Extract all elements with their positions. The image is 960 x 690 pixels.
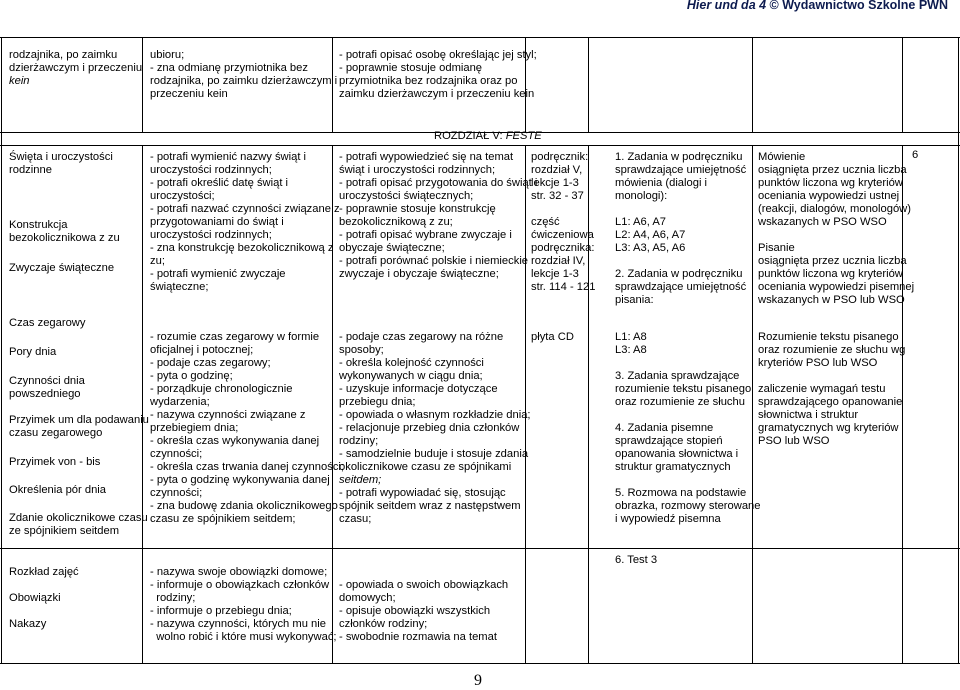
topic-pory [9,346,56,359]
line: rodzajnika, po zaimku dzierżawczym i [150,75,338,87]
line: - porządkuje chronologicznie [150,383,293,395]
line: 3. Zadania sprawdzające [615,370,740,382]
line: L2: A4, A6, A7 [615,229,686,241]
line: - podaje czas zegarowy na różne [339,331,504,343]
line: Konstrukcja [9,219,68,231]
col-rule [1,132,2,663]
row3-skills [339,566,508,644]
line [531,203,595,216]
line: rodzajnika, po zaimku [9,49,118,61]
line: zu; [150,255,165,267]
line [615,255,746,268]
line: bezokolicznikowa z zu [9,232,120,244]
line: kein [9,75,30,87]
row1-knowledge-cell [150,49,337,101]
line: punktów liczona wg kryteriów [758,268,903,280]
section-title [434,130,542,143]
line: rodzinne [9,164,52,176]
line: - informuje o przebiegu dnia; [150,605,292,617]
line [9,579,79,592]
line: czasu ze spójnikiem seitdem; [150,513,296,525]
line: ze spójnikiem seitdem [9,525,120,537]
page-header [687,0,948,12]
line: oraz rozumienie ze słuchu [615,396,745,408]
page-number: 9 [474,672,482,689]
line: sprawdzające umiejętność [615,164,747,176]
line: podręcznika: [531,242,595,254]
line: mówienia (dialogi i [615,177,708,189]
topic-czas [9,317,85,330]
topic-swieta [9,151,113,177]
line [9,605,79,618]
line: oraz rozumienie ze słuchu wg [758,344,906,356]
line: Zwyczaje świąteczne [9,262,115,274]
line: L3: A3, A5, A6 [615,242,686,254]
line [615,474,761,487]
line: rozdział V, [531,164,583,176]
line: - nazywa swoje obowiązki domowe; [150,566,328,578]
line: podręcznik: [531,151,589,163]
line: przebiegiem dnia; [150,422,239,434]
line: Przyimek von - bis [9,456,101,468]
line: okolicznikowe czasu ze spójnikami [339,461,512,473]
line: sposoby; [339,344,384,356]
line: - podaje czas zegarowy; [150,357,271,369]
line: - potrafi wypowiedzieć się na temat [339,151,514,163]
line: osiągnięta przez ucznia liczba [758,164,907,176]
line: - pyta o godzinę wykonywania danej [150,474,330,486]
line: domowych; [339,592,396,604]
line: spójnik seitdem wraz z następstwem [339,500,521,512]
line: 2. Zadania w podręczniku [615,268,743,280]
line: Mówienie [758,151,806,163]
topic-przyimek-um [9,414,149,440]
col-rule [1,37,2,132]
line: bezokolicznikową z zu; [339,216,453,228]
line: seitdem; [339,474,382,486]
line: - samodzielnie buduje i stosuje zdania [339,448,529,460]
line: gramatycznych wg kryteriów [758,422,899,434]
line [615,409,761,422]
line: L1: A6, A7 [615,216,667,228]
line: uroczystości rodzinnych; [150,229,272,241]
line: pisania: [615,294,654,306]
line [615,203,746,216]
line: przeczeniu kein [150,88,228,100]
line: struktur gramatycznych [615,461,731,473]
materials-a [531,151,595,294]
line: dzierżawczym i przeczeniu [9,62,143,74]
line: monologi): [615,190,668,202]
line: - zna budowę zdania okolicznikowego [150,500,338,512]
line: osiągnięta przez ucznia liczba [758,255,907,267]
topic-zdanie [9,512,148,538]
line: czasu zegarowego [9,427,103,439]
assessment-c [615,554,657,567]
line: L1: A8 [615,331,647,343]
col-rule [588,37,589,132]
topic-zwyczaje [9,262,114,275]
line: oceniania wypowiedzi pisemnej [758,281,915,293]
series-title: Hier und da 4 [686,0,767,12]
line: obyczaje świąteczne; [339,242,445,254]
row3-topics [9,566,79,631]
line: - potrafi wymienić nazwy świąt i [150,151,307,163]
line [339,566,508,579]
line [758,370,905,383]
line: świąt i uroczystości rodzinnych; [339,164,496,176]
row1-topic-cell [9,49,142,88]
line: opanowania słownictwa i [615,448,739,460]
line: rodziny; [150,592,196,604]
line: - potrafi wypowiadać się, stosując [339,487,506,499]
line: czasu; [339,513,372,525]
line: - opowiada o własnym rozkładzie dnia; [339,409,531,421]
line: - określa czas wykonywania danej [150,435,320,447]
line: - poprawnie stosuje odmianę [339,62,483,74]
line: - potrafi opisać osobę określając jej styl; [339,49,537,61]
line: kryteriów PSO lub WSO [758,357,878,369]
line: Czynności dnia [9,375,85,387]
line: rozdział IV, [531,255,586,267]
line: - potrafi nazwać czynności związane z [150,203,340,215]
line: (reakcji, dialogów, monologów) [758,203,911,215]
col-rule [958,37,959,132]
table-border-bottom [0,663,960,664]
line: str. 114 - 121 [531,281,596,293]
row3-knowledge [150,566,337,644]
line: przymiotnika bez rodzajnika oraz po [339,75,518,87]
line: - potrafi określić datę świąt i [150,177,289,189]
line: i wypowiedź pisemna [615,513,721,525]
criteria-a [758,151,914,307]
hours-count: 6 [912,149,919,161]
col-rule [902,37,903,132]
line: Nakazy [9,618,47,630]
line: Czas zegarowy [9,317,86,329]
section-label: ROZDZIAŁ V: [434,130,506,142]
table-border-row2-bottom [0,548,960,549]
line: oceniania wypowiedzi ustnej [758,190,900,202]
line: sprawdzające umiejętność [615,281,747,293]
line: - opowiada o swoich obowiązkach [339,579,509,591]
line: rozumienie tekstu pisanego [615,383,752,395]
line: sprawdzającego opanowanie [758,396,903,408]
line: część [531,216,560,228]
criteria-b [758,331,905,448]
line: - poprawnie stosuje konstrukcję [339,203,496,215]
col-rule [958,132,959,663]
line: wydarzenia; [150,396,210,408]
line: - pyta o godzinę; [150,370,233,382]
col-rule [142,145,143,663]
skills-a [339,151,537,281]
topic-konstrukcja [9,219,120,245]
col-rule [142,37,143,132]
line: - potrafi opisać wybrane zwyczaje i [339,229,512,241]
line: Obowiązki [9,592,61,604]
line: L3: A8 [615,344,647,356]
knowledge-a [150,151,340,294]
line: 6. Test 3 [615,554,658,566]
line: powszedniego [9,388,81,400]
line: 5. Rozmowa na podstawie [615,487,747,499]
line: Rozkład zajęć [9,566,79,578]
line: płyta CD [531,331,574,343]
line: - potrafi wymienić zwyczaje [150,268,286,280]
line: oficjalnej i potocznej; [150,344,254,356]
line: przygotowaniami do świąt i [150,216,284,228]
line: - uzyskuje informacje dotyczące [339,383,498,395]
line: sprawdzające stopień [615,435,723,447]
line: punktów liczona wg kryteriów [758,177,903,189]
line: Określenia pór dnia [9,484,107,496]
line: świąteczne; [150,281,209,293]
line: Zdanie okolicznikowe czasu [9,512,148,524]
knowledge-b [150,331,344,526]
line: czynności; [150,487,203,499]
publisher: © Wydawnictwo Szkolne PWN [766,0,948,12]
line: czynności; [150,448,203,460]
line: - potrafi porównać polskie i niemieckie [339,255,529,267]
line: Rozumienie tekstu pisanego [758,331,899,343]
line: uroczystości świątecznych; [339,190,474,202]
row1-skills-cell [339,49,537,101]
line: ubioru; [150,49,185,61]
topic-przyimek-von [9,456,100,469]
table-border-section [0,145,960,146]
line: lekcje 1-3 [531,268,579,280]
line: obrazka, rozmowy sterowane [615,500,761,512]
line: - relacjonuje przebieg dnia członków [339,422,520,434]
line: rodziny; [339,435,379,447]
line: słownictwa i struktur [758,409,859,421]
line: str. 32 - 37 [531,190,584,202]
line: - zna konstrukcję bezokolicznikową z [150,242,334,254]
assessment-a [615,151,746,307]
line: Pisanie [758,242,795,254]
line: - informuje o obowiązkach członków [150,579,330,591]
col-rule [752,37,753,132]
line: - określa czas trwania danej czynności; [150,461,345,473]
line: wskazanych w PSO WSO [758,216,887,228]
line: - zna odmianę przymiotnika bez [150,62,308,74]
line: członków rodziny; [339,618,428,630]
line: - określa kolejność czynności [339,357,484,369]
line: 1. Zadania w podręczniku [615,151,743,163]
line: Pory dnia [9,346,57,358]
line: uroczystości rodzinnych; [150,164,272,176]
line: wykonywanych w ciągu dnia; [339,370,483,382]
line: - rozumie czas zegarowy w formie [150,331,320,343]
line [615,357,761,370]
line: PSO lub WSO [758,435,830,447]
skills-b [339,331,531,526]
line: przebiegu dnia; [339,396,416,408]
line: ćwiczeniowa [531,229,594,241]
line [758,229,914,242]
line: wskazanych w PSO lub WSO [758,294,905,306]
line: - nazywa czynności, których mu nie [150,618,326,630]
line: - potrafi opisać przygotowania do świąt i [339,177,538,189]
line: zwyczaje i obyczaje świąteczne; [339,268,499,280]
materials-b [531,331,574,344]
line: lekcje 1-3 [531,177,579,189]
line: wolno robić i które musi wykonywać; [150,631,337,643]
line: 4. Zadania pisemne [615,422,714,434]
topic-czynnosci [9,375,85,401]
section-name: FESTE [505,130,542,142]
line: Święta i uroczystości [9,151,113,163]
line: uroczystości; [150,190,215,202]
assessment-b [615,331,761,526]
line: - opisuje obowiązki wszystkich [339,605,491,617]
line: Przyimek um dla podawaniu [9,414,149,426]
line: zaliczenie wymagań testu [758,383,886,395]
table-border-top [0,37,960,38]
line: zaimku dzierżawczym i przeczeniu kein [339,88,535,100]
line: - nazywa czynności związane z [150,409,306,421]
line: - swobodnie rozmawia na temat [339,631,497,643]
topic-okreslenia [9,484,106,497]
